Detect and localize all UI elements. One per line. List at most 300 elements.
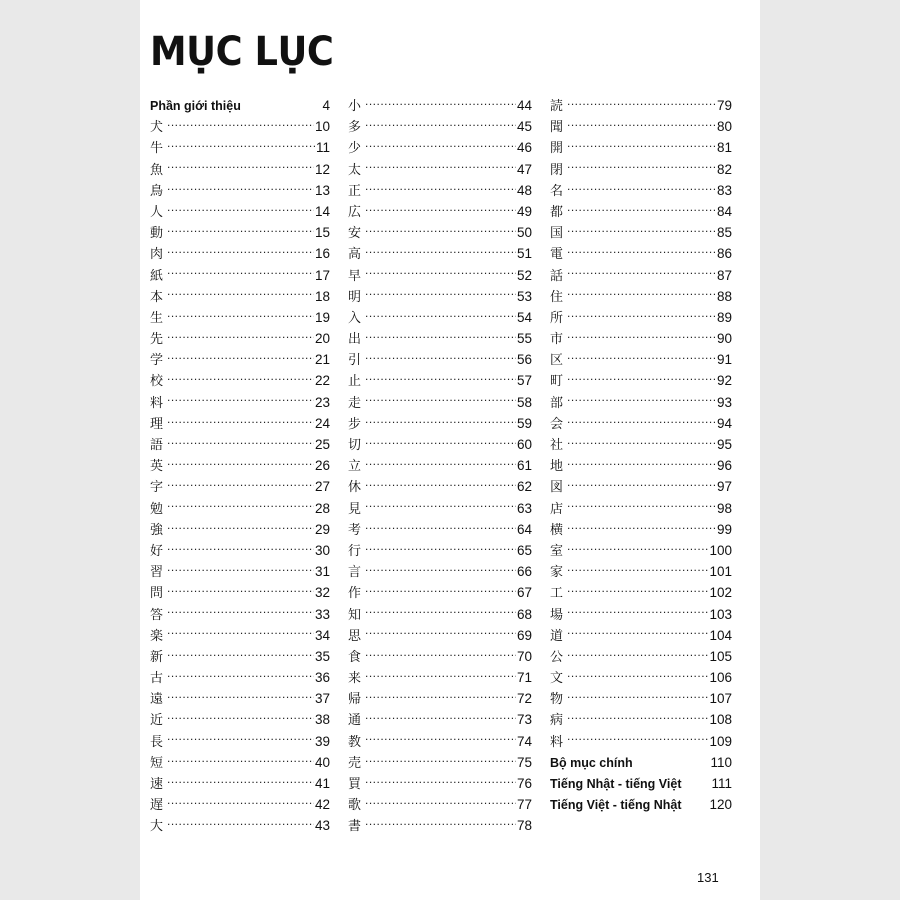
toc-dot-leader (167, 754, 314, 767)
toc-dot-leader (365, 669, 516, 682)
toc-entry (550, 731, 732, 752)
toc-entry (550, 773, 732, 794)
toc-dot-leader (167, 139, 315, 152)
toc-entry-page: 18 (314, 288, 330, 304)
toc-dot-leader (167, 478, 314, 491)
toc-entry-label: 字 (150, 480, 164, 496)
toc-entry-page: 30 (314, 542, 330, 558)
toc-entry-page: 95 (716, 437, 732, 452)
toc-entry (150, 349, 330, 370)
toc-dot-leader (167, 436, 314, 449)
toc-entry-page: 10 (314, 119, 330, 135)
toc-entry-page: 108 (709, 712, 732, 728)
toc-dot-leader (365, 203, 516, 216)
toc-dot-leader (365, 436, 516, 449)
toc-entry-page: 29 (314, 521, 330, 537)
toc-dot-leader (567, 245, 716, 258)
toc-entry (150, 222, 330, 243)
toc-entry-page: 70 (516, 648, 532, 664)
toc-dot-leader (365, 817, 516, 830)
toc-entry (348, 773, 532, 794)
toc-entry-label: 少 (348, 141, 362, 157)
toc-entry-page: 65 (516, 542, 532, 558)
toc-entry-label: 短 (150, 755, 164, 771)
toc-dot-leader (567, 733, 708, 746)
toc-entry-page: 44 (516, 98, 532, 113)
toc-entry-page: 102 (709, 585, 732, 601)
toc-dot-leader (167, 203, 314, 216)
toc-entry-page: 51 (516, 246, 532, 262)
toc-dot-leader (365, 796, 516, 809)
toc-entry-page: 61 (516, 458, 532, 474)
toc-entry-label: 料 (150, 395, 164, 411)
toc-dot-leader (567, 627, 708, 640)
toc-entry (348, 159, 532, 180)
toc-entry (550, 709, 732, 730)
toc-entry-label: 国 (550, 226, 564, 242)
toc-entry-label: 来 (348, 671, 362, 687)
toc-entry (348, 667, 532, 688)
toc-entry-label: 食 (348, 649, 362, 665)
toc-entry-page: 96 (716, 458, 732, 474)
toc-entry-page: 80 (716, 119, 732, 135)
toc-entry-page: 73 (516, 712, 532, 728)
toc-entry-label: 先 (150, 332, 164, 348)
toc-dot-leader (567, 711, 708, 724)
toc-entry-label: 安 (348, 226, 362, 242)
toc-entry (550, 794, 732, 815)
toc-entry-label: 読 (550, 99, 564, 114)
toc-entry-label: 考 (348, 522, 362, 538)
toc-entry-page: 40 (314, 754, 330, 770)
toc-entry-page: 84 (716, 203, 732, 219)
toc-entry (348, 604, 532, 625)
toc-dot-leader (567, 182, 716, 195)
toc-entry-label: 犬 (150, 120, 164, 136)
toc-entry-page: 77 (516, 797, 532, 813)
toc-dot-leader (167, 563, 314, 576)
toc-dot-leader (167, 733, 314, 746)
toc-entry (150, 731, 330, 752)
toc-dot-leader (567, 563, 708, 576)
toc-entry (150, 815, 330, 836)
toc-entry-page: 63 (516, 500, 532, 516)
toc-entry-label: 古 (150, 671, 164, 687)
toc-entry-page: 4 (322, 98, 330, 113)
toc-entry-label: 学 (150, 353, 164, 369)
toc-entry-label: 室 (550, 543, 564, 559)
toc-entry-page: 54 (516, 309, 532, 325)
toc-entry-page: 99 (716, 521, 732, 537)
toc-dot-leader (365, 118, 516, 131)
toc-entry-label: 正 (348, 183, 362, 199)
toc-entry-page: 71 (516, 670, 532, 686)
toc-dot-leader (365, 351, 516, 364)
toc-column-1 (150, 95, 330, 837)
toc-dot-leader (167, 817, 314, 830)
toc-entry (150, 625, 330, 646)
toc-entry (150, 794, 330, 815)
toc-entry (550, 646, 732, 667)
toc-entry-page: 62 (516, 479, 532, 495)
toc-entry (348, 95, 532, 116)
toc-entry-page: 17 (314, 267, 330, 283)
toc-entry-page: 45 (516, 119, 532, 135)
toc-entry (150, 286, 330, 307)
toc-entry-label: 長 (150, 734, 164, 750)
toc-entry (150, 265, 330, 286)
toc-entry (550, 201, 732, 222)
toc-entry-page: 36 (314, 670, 330, 686)
toc-entry-page: 60 (516, 437, 532, 452)
toc-dot-leader (365, 245, 516, 258)
toc-entry (150, 392, 330, 413)
toc-dot-leader (167, 457, 314, 470)
toc-entry (550, 540, 732, 561)
toc-dot-leader (167, 161, 314, 174)
toc-column-2 (348, 95, 532, 837)
toc-entry-label: 買 (348, 777, 362, 792)
toc-entry-label: 店 (550, 501, 564, 517)
toc-entry-page: 59 (516, 415, 532, 431)
toc-entry-label: 切 (348, 438, 362, 453)
toc-entry-label: 太 (348, 162, 362, 178)
toc-dot-leader (567, 224, 716, 237)
toc-entry (550, 752, 732, 773)
toc-entry (550, 434, 732, 455)
toc-dot-leader (365, 224, 516, 237)
toc-entry-label: 問 (150, 586, 164, 602)
toc-entry-label: 通 (348, 713, 362, 729)
toc-dot-leader (567, 436, 716, 449)
toc-entry-page: 21 (314, 352, 330, 368)
toc-entry (550, 476, 732, 497)
toc-entry-label: 文 (550, 671, 564, 687)
toc-entry (550, 243, 732, 264)
toc-entry-page: 110 (710, 754, 732, 770)
toc-dot-leader (365, 415, 516, 428)
toc-entry (150, 582, 330, 603)
toc-entry-label: 明 (348, 289, 362, 305)
toc-entry-page: 49 (516, 203, 532, 219)
toc-entry (550, 328, 732, 349)
toc-entry (550, 265, 732, 286)
book-page (140, 0, 760, 900)
toc-entry-label: 新 (150, 649, 164, 665)
toc-entry (550, 667, 732, 688)
toc-entry (550, 604, 732, 625)
toc-entry (150, 116, 330, 137)
toc-entry-page: 79 (716, 98, 732, 113)
toc-entry-label: 話 (550, 268, 564, 284)
toc-entry-page: 91 (716, 352, 732, 368)
toc-dot-leader (167, 584, 314, 597)
toc-entry-page: 68 (516, 606, 532, 622)
toc-entry-page: 33 (314, 606, 330, 622)
toc-entry (150, 476, 330, 497)
toc-entry-page: 75 (516, 754, 532, 770)
toc-entry (348, 498, 532, 519)
toc-entry (348, 582, 532, 603)
toc-entry (150, 243, 330, 264)
toc-dot-leader (567, 584, 708, 597)
toc-entry-label: 料 (550, 734, 564, 750)
toc-dot-leader (167, 711, 314, 724)
toc-dot-leader (167, 118, 314, 131)
toc-entry-label: 物 (550, 692, 564, 708)
toc-entry (348, 561, 532, 582)
toc-entry (150, 773, 330, 794)
toc-entry-label: 入 (348, 310, 362, 326)
toc-entry-label: 生 (150, 310, 164, 326)
toc-entry-page: 106 (709, 670, 732, 686)
toc-dot-leader (567, 309, 716, 322)
toc-entry-page: 34 (314, 627, 330, 643)
toc-dot-leader (567, 139, 716, 152)
toc-entry-page: 90 (716, 331, 732, 347)
toc-dot-leader (567, 648, 708, 661)
toc-entry-label: 立 (348, 459, 362, 475)
toc-entry-page: 11 (315, 140, 330, 156)
toc-entry (348, 137, 532, 158)
toc-entry-page: 23 (314, 394, 330, 410)
toc-entry-page: 27 (314, 479, 330, 495)
toc-entry (348, 709, 532, 730)
toc-entry-label: 部 (550, 395, 564, 411)
toc-column-3 (550, 95, 732, 815)
toc-dot-leader (167, 288, 314, 301)
toc-entry-page: 98 (716, 500, 732, 516)
toc-entry-label: 出 (348, 332, 362, 348)
toc-entry (150, 455, 330, 476)
toc-entry-label: 理 (150, 416, 164, 432)
toc-entry-label: 会 (550, 416, 564, 432)
toc-entry-label: 遠 (150, 692, 164, 708)
toc-entry-label: 思 (348, 628, 362, 644)
toc-entry-label: 見 (348, 501, 362, 517)
toc-entry-label: 走 (348, 395, 362, 411)
toc-entry (348, 265, 532, 286)
toc-entry-page: 48 (516, 182, 532, 198)
toc-entry-page: 72 (516, 691, 532, 707)
toc-dot-leader (365, 394, 516, 407)
toc-entry-label: 病 (550, 713, 564, 729)
toc-entry-label: 売 (348, 755, 362, 771)
toc-dot-leader (167, 606, 314, 619)
toc-entry (348, 222, 532, 243)
toc-dot-leader (365, 309, 516, 322)
toc-entry (348, 476, 532, 497)
toc-dot-leader (167, 330, 314, 343)
toc-entry (150, 370, 330, 391)
toc-entry (550, 519, 732, 540)
toc-entry-page: 69 (516, 627, 532, 643)
toc-entry-page: 46 (516, 140, 532, 156)
toc-entry (150, 498, 330, 519)
toc-dot-leader (567, 372, 716, 385)
toc-entry (550, 413, 732, 434)
toc-entry-page: 93 (716, 394, 732, 410)
toc-entry-label: 公 (550, 649, 564, 665)
toc-entry-label: Tiếng Việt - tiếng Nhật (550, 798, 682, 813)
toc-entry-page: 111 (711, 776, 732, 791)
toc-entry-label: 動 (150, 226, 164, 242)
toc-entry-page: 58 (516, 394, 532, 410)
toc-entry-label: 早 (348, 268, 362, 284)
toc-entry-label: 場 (550, 607, 564, 623)
toc-entry-label: 近 (150, 713, 164, 729)
toc-dot-leader (365, 478, 516, 491)
toc-dot-leader (365, 627, 516, 640)
toc-entry-page: 53 (516, 288, 532, 304)
toc-entry-label: 言 (348, 565, 362, 581)
toc-dot-leader (567, 606, 708, 619)
toc-entry (348, 243, 532, 264)
toc-entry (348, 455, 532, 476)
toc-entry (150, 434, 330, 455)
toc-entry (550, 222, 732, 243)
toc-entry-label: 引 (348, 353, 362, 369)
toc-entry-page: 43 (314, 818, 330, 834)
toc-entry (348, 434, 532, 455)
toc-entry-page: 85 (716, 225, 732, 241)
toc-entry (348, 794, 532, 815)
toc-entry (348, 540, 532, 561)
toc-entry-page: 100 (709, 542, 732, 558)
toc-entry (550, 455, 732, 476)
toc-entry-label: 鳥 (150, 183, 164, 199)
toc-entry-label: 止 (348, 374, 362, 390)
toc-entry-label: 工 (550, 586, 564, 602)
toc-entry-label: 都 (550, 204, 564, 220)
toc-entry (550, 137, 732, 158)
toc-entry-page: 15 (314, 225, 330, 241)
toc-entry-page: 83 (716, 182, 732, 198)
toc-entry-label: 聞 (550, 120, 564, 136)
toc-entry (550, 582, 732, 603)
toc-entry-label: 道 (550, 628, 564, 644)
toc-dot-leader (567, 669, 708, 682)
toc-entry-label: 習 (150, 565, 164, 581)
toc-entry-page: 76 (516, 776, 532, 791)
toc-entry-label: 名 (550, 183, 564, 199)
toc-entry (150, 328, 330, 349)
toc-entry-page: 47 (516, 161, 532, 177)
toc-entry (550, 370, 732, 391)
toc-dot-leader (167, 224, 314, 237)
toc-entry-label: 小 (348, 99, 362, 114)
toc-dot-leader (365, 97, 516, 110)
toc-entry-page: 81 (716, 140, 732, 156)
toc-dot-leader (567, 118, 716, 131)
toc-entry-page: 26 (314, 458, 330, 474)
toc-dot-leader (567, 203, 716, 216)
toc-entry-label: 勉 (150, 501, 164, 517)
toc-dot-leader (365, 267, 516, 280)
toc-entry (550, 498, 732, 519)
toc-entry (550, 392, 732, 413)
toc-dot-leader (365, 690, 516, 703)
toc-entry-label: 区 (550, 353, 564, 369)
toc-entry-page: 13 (314, 182, 330, 198)
toc-entry-page: 37 (314, 691, 330, 707)
toc-entry-label: 好 (150, 543, 164, 559)
toc-dot-leader (167, 775, 314, 788)
toc-entry-label: 地 (550, 459, 564, 475)
toc-entry (550, 349, 732, 370)
toc-dot-leader (167, 245, 314, 258)
toc-entry-page: 88 (716, 288, 732, 304)
toc-entry (348, 370, 532, 391)
toc-entry-label: 知 (348, 607, 362, 623)
toc-dot-leader (365, 182, 516, 195)
toc-dot-leader (567, 500, 716, 513)
toc-dot-leader (365, 648, 516, 661)
toc-dot-leader (567, 267, 716, 280)
page-title: MỤC LỤC (150, 29, 334, 75)
toc-dot-leader (567, 457, 716, 470)
toc-entry (150, 540, 330, 561)
toc-dot-leader (365, 775, 516, 788)
toc-entry-page: 35 (314, 648, 330, 664)
toc-entry-page: 41 (314, 776, 330, 791)
toc-dot-leader (167, 542, 314, 555)
toc-entry-label: 所 (550, 310, 564, 326)
toc-dot-leader (167, 690, 314, 703)
toc-entry-page: 107 (709, 691, 732, 707)
toc-entry-label: 家 (550, 565, 564, 581)
toc-entry (348, 731, 532, 752)
toc-entry-page: 14 (314, 203, 330, 219)
toc-entry-page: 101 (709, 564, 732, 580)
toc-entry-page: 109 (709, 733, 732, 749)
toc-entry-page: 38 (314, 712, 330, 728)
toc-dot-leader (365, 330, 516, 343)
toc-entry-page: 103 (709, 606, 732, 622)
toc-dot-leader (567, 330, 716, 343)
toc-dot-leader (167, 394, 314, 407)
toc-entry (348, 413, 532, 434)
toc-dot-leader (365, 139, 516, 152)
toc-entry-page: 52 (516, 267, 532, 283)
toc-entry-label: 大 (150, 819, 164, 835)
toc-entry-label: Phần giới thiệu (150, 99, 241, 113)
toc-entry (150, 646, 330, 667)
toc-entry-label: 市 (550, 332, 564, 348)
toc-entry-label: 行 (348, 543, 362, 559)
toc-entry (550, 561, 732, 582)
toc-entry-label: 答 (150, 607, 164, 623)
toc-entry (550, 307, 732, 328)
toc-entry-label: 作 (348, 586, 362, 602)
toc-entry-label: 語 (150, 438, 164, 453)
toc-entry-page: 12 (314, 161, 330, 177)
toc-entry (348, 116, 532, 137)
toc-entry-page: 16 (314, 246, 330, 262)
toc-dot-leader (567, 521, 716, 534)
toc-entry-page: 55 (516, 331, 532, 347)
toc-entry-page: 120 (709, 797, 732, 813)
toc-entry (150, 413, 330, 434)
toc-dot-leader (167, 309, 314, 322)
toc-entry-label: 速 (150, 777, 164, 792)
toc-entry-page: 19 (314, 309, 330, 325)
toc-entry-page: 57 (516, 373, 532, 389)
toc-entry (348, 180, 532, 201)
toc-entry (348, 688, 532, 709)
toc-entry-label: 紙 (150, 268, 164, 284)
toc-entry-label: 歌 (348, 798, 362, 814)
